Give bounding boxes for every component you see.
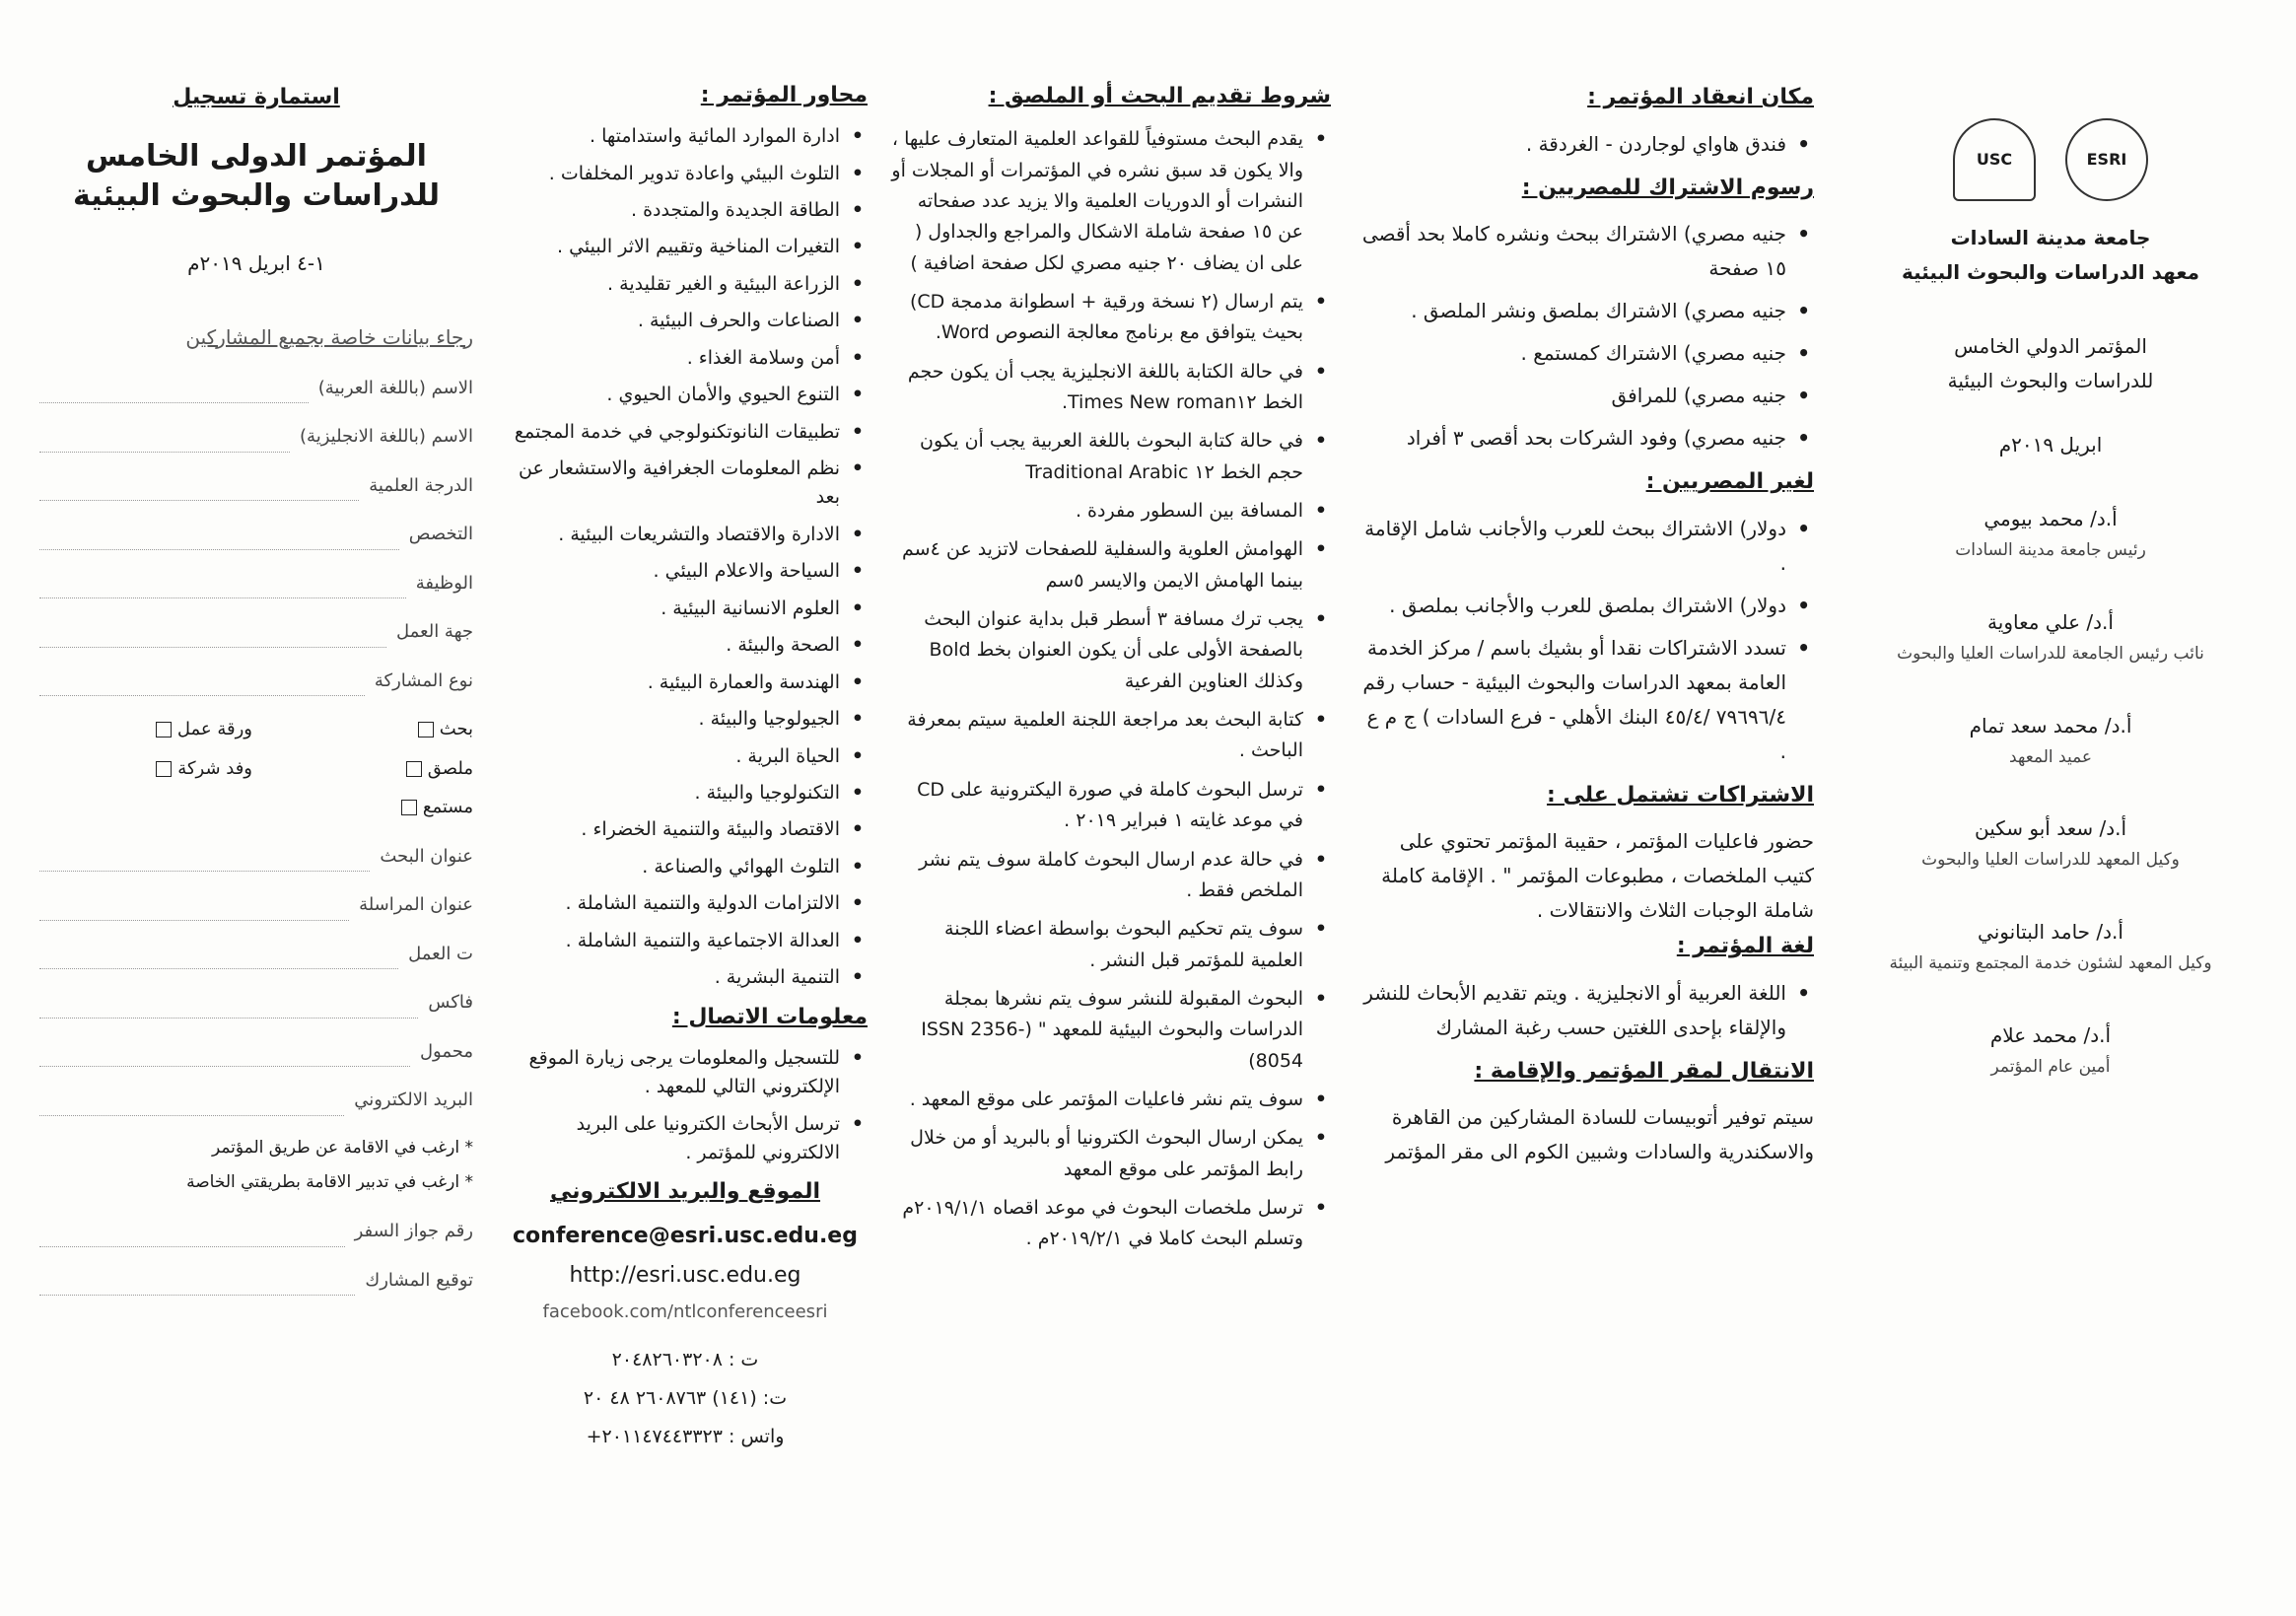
checkbox-icon[interactable] (401, 800, 417, 815)
form-field[interactable] (39, 666, 473, 697)
logos (1844, 118, 2258, 201)
participation-option[interactable] (260, 792, 473, 823)
condition-item: • يجب ترك مسافة ٣ أسطر قبل بداية عنوان البحث بالصفحة الأولى على أن يكون العنوان بخط Bold وكذلك العناوين الفرعية (887, 604, 1303, 697)
accommodation-option[interactable]: * ارغب في تدبير الاقامة بطريقتي الخاصة (186, 1172, 473, 1193)
signature-label: توقيع المشارك (365, 1269, 473, 1291)
participation-option[interactable] (260, 753, 473, 785)
condition-item: • في حالة عدم ارسال البحوث كاملة سوف يتم نشر الملخص فقط . (887, 845, 1303, 907)
condition-item: • يمكن ارسال البحوث الكترونيا أو بالبريد أو من خلال رابط المؤتمر على موقع المعهد (887, 1123, 1303, 1185)
checkbox-icon[interactable] (418, 722, 434, 738)
includes-text: حضور فاعليات المؤتمر ، حقيبة المؤتمر تحتوي على كتيب الملخصات ، مطبوعات المؤتمر " . الإقامة كاملة شاملة الوجبات الثلاث والانتقالات . (1381, 829, 1814, 922)
person-title: وكيل المعهد لشئون خدمة المجتمع وتنمية البيئة (1889, 953, 2212, 973)
person-title: وكيل المعهد للدراسات العليا والبحوث (1921, 850, 2180, 871)
themes-title: محاور المؤتمر : (700, 83, 868, 107)
theme-item: • أمن وسلامة الغذاء . (503, 344, 840, 373)
fee-item: • جنيه مصري) للمرافق (1360, 379, 1786, 413)
venue-column (1360, 79, 1814, 1169)
checkbox-icon[interactable] (156, 761, 172, 777)
form-field-label: محمول (419, 1040, 473, 1062)
participation-label: ملصق (427, 757, 473, 779)
conf-short: المؤتمر الدولي الخامس (1954, 334, 2147, 358)
form-field-line[interactable] (39, 666, 365, 697)
form-field-label: فاكس (428, 992, 473, 1013)
esri-logo-icon: ESRI (2065, 118, 2148, 201)
accommodation-label: ارغب في تدبير الاقامة بطريقتي الخاصة (186, 1172, 460, 1193)
condition-item: • يقدم البحث مستوفياً للقواعد العلمية المتعارف عليها ، والا يكون قد سبق نشره في المؤتمرات أو المجلات أو النشرات أو الدوريات العلمية والا يزيد عدد صفحاته عن ١٥ صفحة شاملة الاشكال والمراجع والجداول ( على ان يضاف ٢٠ جنيه مصري لكل صفحة اضافية ) (887, 124, 1303, 279)
form-field-label: الاسم (باللغة العربية) (317, 377, 473, 398)
sponsor-date: ابريل ٢٠١٩م (1998, 433, 2103, 457)
theme-item: • السياحة والاعلام البيئي . (503, 557, 840, 586)
people-list (1844, 502, 2258, 1083)
phone-2: ت: (١٤١) ٢٦٠٨٧٦٣ ٤٨ ٢٠ (583, 1387, 788, 1410)
theme-item: • ادارة الموارد المائية واستدامتها . (503, 122, 840, 151)
university-logo-icon: USC (1953, 118, 2036, 201)
form-field[interactable] (39, 616, 473, 648)
registration-fields-2 (39, 841, 473, 1116)
person-name: أ.د/ علي معاوية (1987, 609, 2114, 634)
form-field[interactable] (39, 519, 473, 550)
theme-item: • الحياة البرية . (503, 742, 840, 771)
theme-item: • الالتزامات الدولية والتنمية الشاملة . (503, 889, 840, 918)
theme-item: • الصحة والبيئة . (503, 631, 840, 660)
phone-1: ت : ٢٠٤٨٢٦٠٣٢٠٨ (611, 1348, 759, 1370)
person-title: أمين عام المؤتمر (1990, 1056, 2111, 1077)
theme-item: • الهندسة والعمارة البيئية . (503, 668, 840, 697)
fill-note: رجاء بيانات خاصة بجميع المشاركين (185, 324, 473, 349)
fee-item: • تسدد الاشتراكات نقدا أو بشيك باسم / مركز الخدمة العامة بمعهد الدراسات والبحوث البيئية - حساب رقم ٧٩٦٩٦/٤ /٤٥/٤ البنك الأهلي - فرع السادات ) ج م ع . (1360, 631, 1786, 769)
form-field[interactable] (39, 373, 473, 404)
condition-item: • ترسل البحوث كاملة في صورة اليكترونية على CD في موعد غايته ١ فبراير ٢٠١٩ . (887, 775, 1303, 837)
participation-label: ورقة عمل (176, 719, 252, 739)
condition-item: • سوف يتم تحكيم البحوث بواسطة اعضاء اللجنة العلمية للمؤتمر قبل النشر . (887, 914, 1303, 976)
conditions-list (887, 124, 1331, 1254)
theme-item: • الادارة والاقتصاد والتشريعات البيئية . (503, 521, 840, 549)
venue-place: • فندق هاواي لوجاردن - الغردقة . (1360, 127, 1786, 162)
participation-label: وفد شركة (177, 757, 252, 779)
fee-item: • جنيه مصري) وفود الشركات بحد أقصى ٣ أفراد (1360, 421, 1786, 456)
condition-item: • البحوث المقبولة للنشر سوف يتم نشرها بمجلة الدراسات والبحوث البيئية للمعهد " (ISSN 2356-8054) (887, 984, 1303, 1077)
fees-egypt-list (1360, 217, 1814, 456)
form-field-label: الاسم (باللغة الانجليزية) (300, 426, 473, 447)
form-field-line[interactable] (39, 616, 386, 648)
form-field-label: جهة العمل (395, 621, 473, 642)
form-field-label: الوظيفة (415, 572, 473, 594)
contact-item: • ترسل الأبحاث الكترونيا على البريد الالكتروني للمؤتمر . (503, 1110, 840, 1168)
facebook-link[interactable]: facebook.com/ntlconferenceesri (542, 1300, 828, 1322)
reg-date: ١-٤ ابريل ٢٠١٩م (187, 250, 325, 275)
form-field-line[interactable] (39, 470, 359, 502)
person-entry (1844, 1019, 2258, 1083)
form-field[interactable] (39, 889, 473, 921)
form-field[interactable] (39, 987, 473, 1019)
theme-item: • تطبيقات النانوتكنولوجي في خدمة المجتمع (503, 418, 840, 447)
condition-item: • الهوامش العلوية والسفلية للصفحات لاتزيد عن ٤سم بينما الهامش الايمن والايسر ٥سم (887, 534, 1303, 597)
themes-list (503, 122, 868, 993)
contact-item: • للتسجيل والمعلومات يرجى زيارة الموقع الإلكتروني التالي للمعهد . (503, 1044, 840, 1102)
lang-title: لغة المؤتمر : (1676, 934, 1814, 958)
person-title: عميد المعهد (2008, 746, 2093, 767)
form-field-line[interactable] (39, 568, 406, 599)
person-entry (1844, 709, 2258, 773)
condition-item: • ترسل ملخصات البحوث في موعد اقصاه ٢٠١٩/١/١م وتسلم البحث كاملا في ٢٠١٩/٢/١م . (887, 1193, 1303, 1255)
theme-item: • التلوث الهوائي والصناعة . (503, 853, 840, 881)
fees-foreign-list (1360, 512, 1814, 769)
form-field-label: عنوان المراسلة (359, 894, 473, 915)
form-field-line[interactable] (39, 939, 398, 970)
person-name: أ.د/ محمد علام (1989, 1022, 2112, 1047)
person-name: أ.د/ سعد أبو سكين (1974, 816, 2127, 841)
form-field-line[interactable] (39, 1085, 344, 1116)
form-field-label: نوع المشاركة (374, 669, 473, 691)
whatsapp: واتس : ٢٠١١٤٧٤٤٣٣٢٣+ (586, 1426, 785, 1448)
theme-item: • الطاقة الجديدة والمتجددة . (503, 196, 840, 225)
person-entry (1844, 502, 2258, 566)
theme-item: • الجيولوجيا والبيئة . (503, 705, 840, 734)
person-name: أ.د/ محمد بيومي (1983, 507, 2118, 530)
includes-title: الاشتراكات تشتمل على : (1547, 782, 1814, 808)
theme-item: • التغيرات المناخية وتقييم الاثر البيئي . (503, 233, 840, 261)
form-field-label: البريد الالكتروني (354, 1089, 473, 1110)
passport-field[interactable] (39, 1216, 473, 1247)
accommodation-option[interactable]: * ارغب في الاقامة عن طريق المؤتمر (211, 1137, 473, 1158)
participation-option[interactable] (39, 753, 252, 785)
theme-item: • العلوم الانسانية البيئية . (503, 595, 840, 623)
signature-field[interactable] (39, 1265, 473, 1297)
reg-conf-title-2: للدراسات والبحوث البيئية (73, 178, 440, 213)
form-field-line[interactable] (39, 373, 309, 404)
condition-item: • في حالة الكتابة باللغة الانجليزية يجب أن يكون حجم الخط Times New roman١٢. (887, 357, 1303, 419)
person-entry (1844, 915, 2258, 979)
reg-conf-title-1: المؤتمر الدولى الخامس (86, 138, 427, 174)
form-field-line[interactable] (39, 519, 399, 550)
email-link[interactable]: conference@esri.usc.edu.eg (513, 1223, 858, 1248)
transport-text: سيتم توفير أتوبيسات للسادة المشاركين من القاهرة والاسكندرية والسادات وشبين الكوم الى مقر المؤتمر (1385, 1105, 1814, 1163)
participation-label: بحث (439, 719, 473, 739)
person-name: أ.د/ محمد سعد تمام (1969, 713, 2132, 738)
themes-column (503, 79, 868, 1452)
condition-item: • كتابة البحث بعد مراجعة اللجنة العلمية سيتم بمعرفة الباحث . (887, 705, 1303, 767)
person-title: نائب رئيس الجامعة للدراسات العليا والبحوث (1897, 643, 2204, 664)
person-title: رئيس جامعة مدينة السادات (1955, 540, 2146, 560)
form-field-line[interactable] (39, 987, 418, 1019)
form-field-label: الدرجة العلمية (369, 474, 473, 496)
form-field[interactable] (39, 1085, 473, 1116)
participation-label: مستمع (422, 797, 473, 817)
condition-item: • المسافة بين السطور مفردة . (887, 496, 1303, 527)
contact-title: معلومات الاتصال : (671, 1004, 868, 1029)
fee-item: • جنيه مصري) الاشتراك بملصق ونشر الملصق . (1360, 294, 1786, 328)
form-field-label: التخصص (408, 524, 473, 544)
university-name: جامعة مدينة السادات (1950, 226, 2151, 249)
sponsor-column (1844, 79, 2258, 1083)
form-field[interactable] (39, 939, 473, 970)
theme-item: • التنوع الحيوي والأمان الحيوي . (503, 381, 840, 409)
form-field[interactable] (39, 841, 473, 873)
form-field-line[interactable] (39, 421, 290, 453)
passport-label: رقم جواز السفر (354, 1221, 473, 1241)
form-field-line[interactable] (39, 841, 370, 873)
accommodation-label: ارغب في الاقامة عن طريق المؤتمر (211, 1137, 460, 1158)
accommodation-options (39, 1134, 473, 1199)
theme-item: • الاقتصاد والبيئة والتنمية الخضراء . (503, 815, 840, 844)
condition-item: • يتم ارسال (٢ نسخة ورقية + اسطوانة مدمجة CD) بحيث يتوافق مع برنامج معالجة النصوص Word. (887, 287, 1303, 349)
fee-item: • دولار) الاشتراك بملصق للعرب والأجانب بملصق . (1360, 589, 1786, 623)
form-field[interactable] (39, 421, 473, 453)
registration-fields (39, 373, 473, 697)
participation-option[interactable] (260, 714, 473, 745)
form-field-label: عنوان البحث (380, 845, 473, 867)
form-field-label: ت العمل (408, 943, 473, 964)
condition-item: • في حالة كتابة البحوث باللغة العربية يجب أن يكون حجم الخط ١٢ Traditional Arabic (887, 426, 1303, 488)
theme-item: • العدالة الاجتماعية والتنمية الشاملة . (503, 927, 840, 955)
person-name: أ.د/ حامد البتانوني (1978, 920, 2123, 944)
theme-item: • التلوث البيئي واعادة تدوير المخلفات . (503, 160, 840, 188)
person-entry (1844, 605, 2258, 669)
fees-foreign-title: لغير المصريين : (1645, 469, 1814, 494)
fee-item: • جنيه مصري) الاشتراك ببحث ونشره كاملا بحد أقصى ١٥ صفحة (1360, 217, 1786, 286)
web-title: الموقع والبريد الالكتروني (549, 1179, 821, 1205)
website-link[interactable]: http://esri.usc.edu.eg (569, 1262, 801, 1288)
registration-title: استمارة تسجيل (173, 85, 340, 109)
form-field[interactable] (39, 470, 473, 502)
checkbox-icon[interactable] (156, 722, 172, 738)
theme-item: • التنمية البشرية . (503, 963, 840, 992)
conf-sub: للدراسات والبحوث البيئية (1947, 369, 2154, 392)
transport-title: الانتقال لمقر المؤتمر والإقامة : (1474, 1058, 1814, 1084)
theme-item: • الصناعات والحرف البيئية . (503, 307, 840, 335)
venue-title: مكان انعقاد المؤتمر : (1587, 85, 1814, 109)
fee-item: • دولار) الاشتراك ببحث للعرب والأجانب شامل الإقامة . (1360, 512, 1786, 581)
lang-text: • اللغة العربية أو الانجليزية . ويتم تقديم الأبحاث للنشر والإلقاء بإحدى اللغتين حسب رغبة المشارك (1360, 976, 1786, 1045)
fee-item: • جنيه مصري) الاشتراك كمستمع . (1360, 336, 1786, 371)
conditions-title: شروط تقديم البحث أو الملصق : (988, 84, 1331, 108)
checkbox-icon[interactable] (406, 761, 422, 777)
contact-list (503, 1044, 868, 1168)
registration-column (39, 79, 473, 1313)
participation-option[interactable] (39, 714, 252, 745)
form-field[interactable] (39, 568, 473, 599)
form-field-line[interactable] (39, 889, 349, 921)
person-entry (1844, 811, 2258, 876)
institute-name: معهد الدراسات والبحوث البيئية (1901, 260, 2200, 284)
fees-egypt-title: رسوم الاشتراك للمصريين : (1521, 175, 1814, 200)
conditions-column (887, 79, 1331, 1263)
theme-item: • نظم المعلومات الجغرافية والاستشعار عن بعد (503, 455, 840, 513)
form-field-line[interactable] (39, 1036, 410, 1068)
participation-options (39, 714, 473, 823)
theme-item: • التكنولوجيا والبيئة . (503, 779, 840, 808)
condition-item: • سوف يتم نشر فاعليات المؤتمر على موقع المعهد . (887, 1085, 1303, 1115)
form-field[interactable] (39, 1036, 473, 1068)
theme-item: • الزراعة البيئية و الغير تقليدية . (503, 270, 840, 299)
